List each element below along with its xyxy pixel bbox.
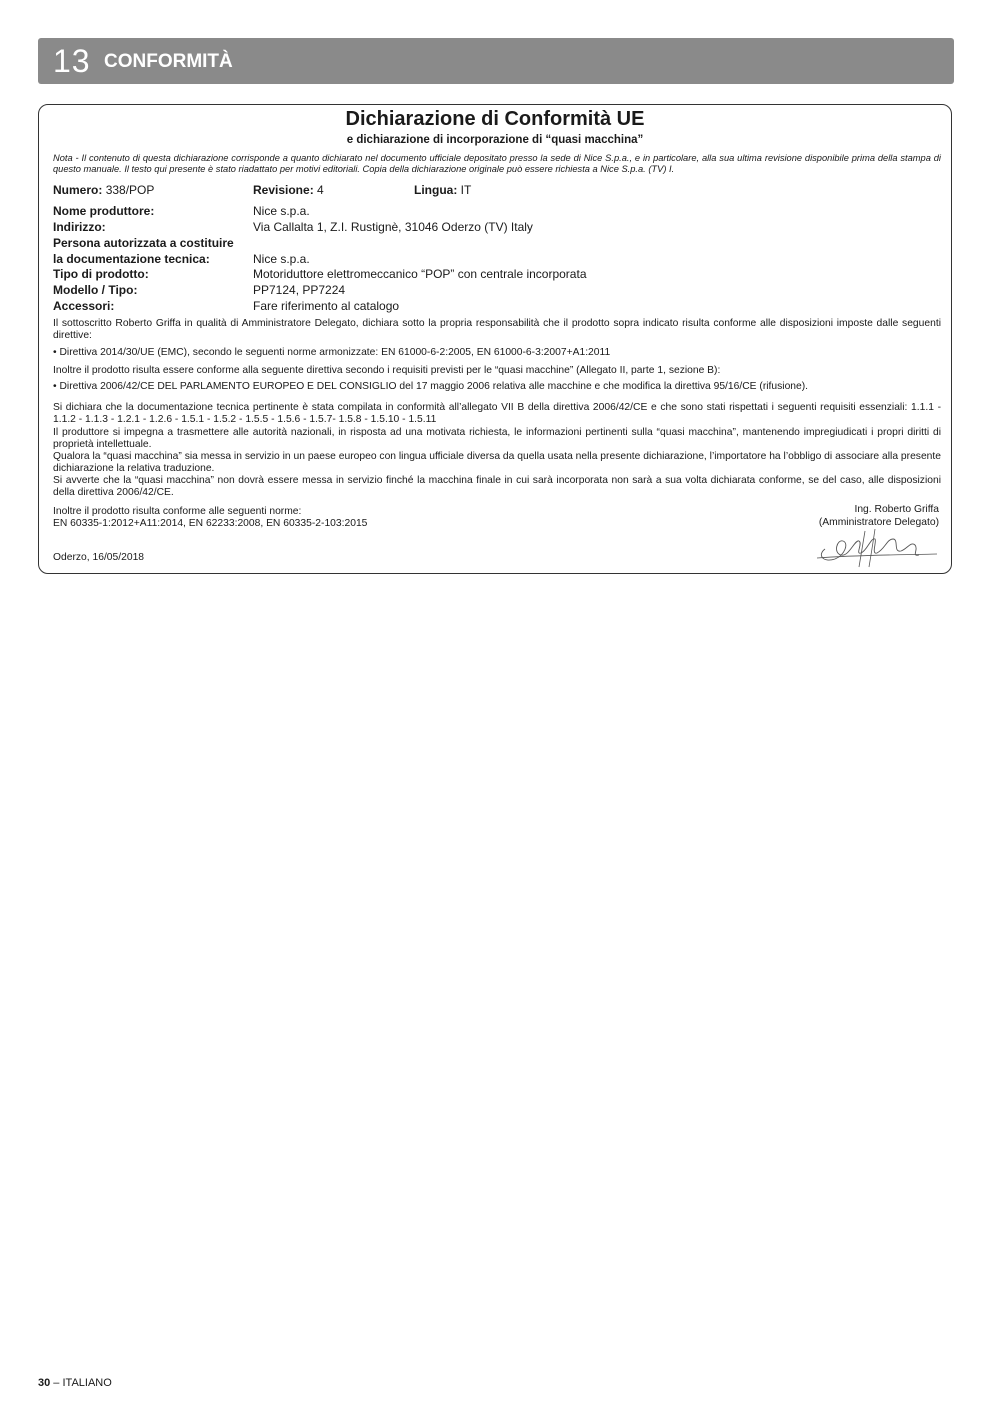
declaration-paragraph: Si avverte che la “quasi macchina” non dovrà essere messa in servizio finché la macchina finale in cui sarà incorporata non sarà a sua volta dichiarata conforme, se del caso, alle disposizioni della direttiva 2006/42/CE. <box>53 475 941 498</box>
numero-row <box>53 183 154 197</box>
revisione-row <box>253 183 324 197</box>
field-label: Accessori: <box>53 299 115 313</box>
place-date: Oderzo, 16/05/2018 <box>53 552 145 563</box>
numero-label: Numero: <box>53 183 103 197</box>
section-title: CONFORMITÀ <box>104 51 233 72</box>
signer-role: (Amministratore Delegato) <box>818 517 939 528</box>
revisione-label: Revisione: <box>253 183 314 197</box>
declaration-paragraph: Il produttore si impegna a trasmettere alle autorità nazionali, in risposta ad una motivata richiesta, le informazioni pertinenti sulla “quasi macchina”, mantenendo impregiudicati i propri diritti di proprietà intellettuale. <box>53 427 941 450</box>
declaration-paragraph: Inoltre il prodotto risulta essere conforme alla seguente direttiva secondo i requisiti previsti per le “quasi macchine” (Allegato II, parte 1, sezione B): <box>53 365 721 376</box>
field-label: Modello / Tipo: <box>53 283 138 297</box>
footer-language: – ITALIANO <box>50 1377 112 1389</box>
revisione-value: 4 <box>317 183 324 197</box>
declaration-paragraph: Il sottoscritto Roberto Griffa in qualità di Amministratore Delegato, dichiara sotto la propria responsabilità che il prodotto sopra indicato risulta conforme alle disposizioni imposte dalle seguenti direttive: <box>53 318 941 341</box>
norms-intro: Inoltre il prodotto risulta conforme alle seguenti norme: <box>53 506 302 517</box>
field-value: PP7124, PP7224 <box>253 283 346 297</box>
page-footer <box>38 1377 112 1389</box>
declaration-subtitle: e dichiarazione di incorporazione di “quasi macchina” <box>346 134 644 146</box>
field-value: Nice s.p.a. <box>253 252 310 266</box>
field-value: Via Callalta 1, Z.I. Rustignè, 31046 Oderzo (TV) Italy <box>253 220 533 234</box>
declaration-box <box>38 104 952 574</box>
field-value: Motoriduttore elettromeccanico “POP” con centrale incorporata <box>253 267 587 281</box>
field-value: Nice s.p.a. <box>253 204 310 218</box>
field-label: Persona autorizzata a costituire <box>53 236 234 250</box>
field-label: Tipo di prodotto: <box>53 267 149 281</box>
declaration-note: Nota - Il contenuto di questa dichiarazione corrisponde a quanto dichiarato nel documento ufficiale depositato presso la sede di Nice S.p.a., e in particolare, alla sua ultima revisione disponibile prima della stampa di questo manuale. Il testo qui presente è stato riadattato per motivi editoriali. Copia della dichiarazione originale può essere richiesta a Nice S.p.a. (TV) I. <box>53 153 941 174</box>
signature-image <box>815 525 939 569</box>
page-number: 30 <box>38 1377 51 1389</box>
declaration-paragraph: Si dichiara che la documentazione tecnica pertinente è stata compilata in conformità all’allegato VII B della direttiva 2006/42/CE e che sono stati rispettati i seguenti requisiti essenziali: 1.1.1 - 1.1.2 - 1.1.3 - 1.2.1 - 1.2.6 - 1.5.1 - 1.5.2 - 1.5.5 - 1.5.6 - 1.5.7- 1.5.8 - 1.5.10 - 1.5.11 <box>53 402 941 425</box>
lingua-value: IT <box>460 183 472 197</box>
field-value: Fare riferimento al catalogo <box>253 299 400 313</box>
signer-name: Ing. Roberto Griffa <box>854 504 939 515</box>
declaration-paragraph: Qualora la “quasi macchina” sia messa in servizio in un paese europeo con lingua ufficiale diversa da quella usata nella presente dichiarazione, l’importatore ha l’obbligo di associare alla presente dichiarazione la relativa traduzione. <box>53 451 941 474</box>
norms-list: EN 60335-1:2012+A11:2014, EN 62233:2008, EN 60335-2-103:2015 <box>53 518 368 529</box>
field-label: la documentazione tecnica: <box>53 252 210 266</box>
section-number: 13 <box>53 43 91 79</box>
declaration-paragraph: • Direttiva 2014/30/UE (EMC), secondo le seguenti norme armonizzate: EN 61000-6-2:2005, EN 61000-6-3:2007+A1:2011 <box>53 347 611 358</box>
section-header <box>38 38 954 84</box>
field-label: Indirizzo: <box>53 220 106 234</box>
numero-value: 338/POP <box>105 183 155 197</box>
lingua-label: Lingua: <box>414 183 458 197</box>
field-label: Nome produttore: <box>53 204 155 218</box>
declaration-paragraph: • Direttiva 2006/42/CE DEL PARLAMENTO EUROPEO E DEL CONSIGLIO del 17 maggio 2006 relativa alle macchine e che modifica la direttiva 95/16/CE (rifusione). <box>53 381 809 392</box>
lingua-row <box>414 183 471 197</box>
declaration-title: Dichiarazione di Conformità UE <box>345 108 645 130</box>
